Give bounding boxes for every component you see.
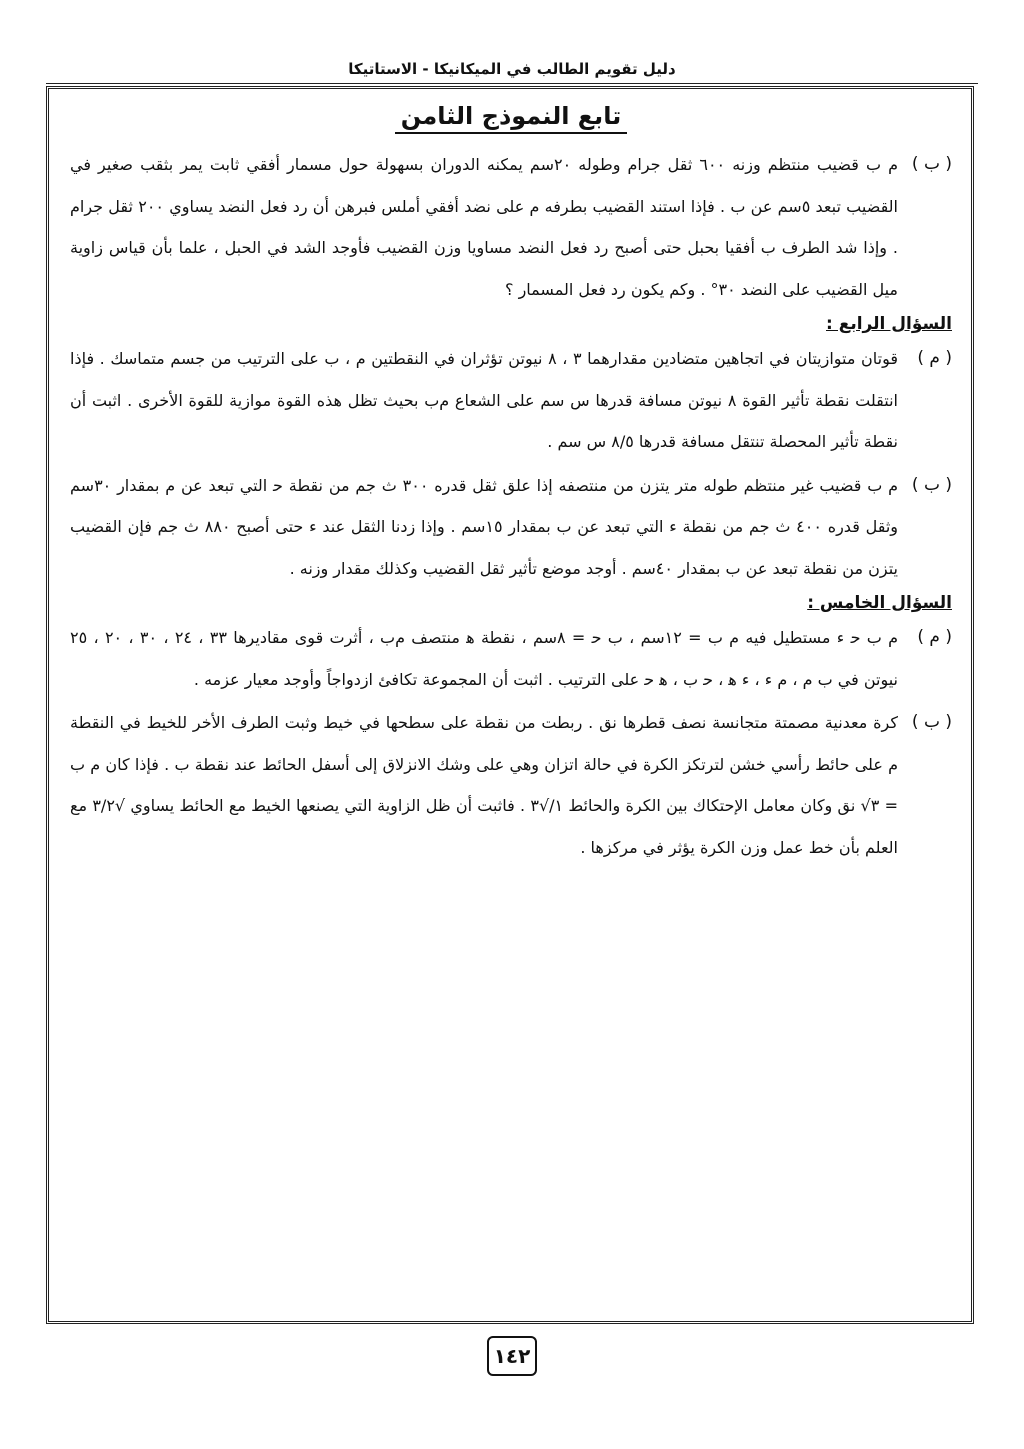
part-label: ( ب ) — [911, 712, 952, 732]
question-5-part-b — [70, 702, 952, 868]
question-4-heading: السؤال الرابع : — [826, 314, 952, 334]
page-title-text: تابع النموذج الثامن — [395, 102, 627, 134]
page-number: ١٤٢ — [487, 1336, 537, 1376]
page-title — [70, 102, 952, 130]
part-label: ( ب ) — [911, 154, 952, 174]
question-part-b-top — [70, 144, 952, 310]
question-5-heading: السؤال الخامس : — [807, 593, 952, 613]
part-label: ( ب ) — [911, 474, 952, 495]
question-5-part-a — [70, 617, 952, 700]
part-text: كرة معدنية مصمتة متجانسة نصف قطرها نق . ربطت من نقطة على سطحها في خيط وثبت الطرف الأخر للخيط في النقطة ﻡ على حائط رأسي خشن لترتكز الكرة في حالة اتزان وهي على وشك الانزلاق إلى أسفل الحائط عند نقطة ب . فإذا كان ﻡ ب = ٣√ نق وكان معامل الإحتكاك بين الكرة والحائط ١/√٣ . فاثبت أن ظل الزاوية التي يصنعها الخيط مع الحائط يساوي √٣/٢ مع العلم بأن خط عمل وزن الكرة يؤثر في مركزها . — [70, 713, 899, 857]
part-text: ﻡ ب ﺣ ء مستطيل فيه ﻡ ب = ١٢سم ، ب ﺣ = ٨سم ، نقطة ﻫ منتصف ﻡب ، أثرت قوى مقاديرها ٣٣ ، ٢٤ ، ٣٠ ، ٢٠ ، ٢٥ نيوتن في ب ﻡ ، ﻡ ء ، ء ﻫ ، ﺣ ب ، ﻫ ﺣ على الترتيب . اثبت أن المجموعة تكافئ ازدواجاً وأوجد معيار عزمه . — [70, 628, 899, 689]
part-label: ( ﻡ ) — [917, 627, 952, 647]
header-rule — [46, 83, 978, 84]
part-text: ﻡ ب قضيب غير منتظم طوله متر يتزن من منتصفه إذا علق ثقل قدره ٣٠٠ ث جم من نقطة ﺣ التي تبعد عن ﻡ بمقدار ٣٠سم وثقل قدره ٤٠٠ ث جم من نقطة ء التي تبعد عن ب بمقدار ١٥سم . وإذا زدنا الثقل عند ء حتى أصبح ٨٨٠ ث جم فإن القضيب يتزن من نقطة تبعد عن ب بمقدار ٤٠سم . أوجد موضع تأثير ثقل القضيب وكذلك مقدار وزنه . — [70, 475, 899, 578]
page-content — [70, 100, 952, 870]
question-4-part-a — [70, 338, 952, 463]
part-text: قوتان متوازيتان في اتجاهين متضادين مقدارهما ٣ ، ٨ نيوتن تؤثران في النقطتين ﻡ ، ب على الترتيب من جسم متماسك . فإذا انتقلت نقطة تأثير القوة ٨ نيوتن مسافة قدرها س سم على الشعاع ﻡب بحيث تظل هذه القوة موازية للقوة الأخرى . اثبت أن نقطة تأثير المحصلة تنتقل مسافة قدرها ٨/٥ س سم . — [70, 349, 899, 451]
running-header: دليل تقويم الطالب في الميكانيكا - الاستاتيكا — [348, 60, 676, 78]
part-text: ﻡ ب قضيب منتظم وزنه ٦٠٠ ثقل جرام وطوله ٢٠سم يمكنه الدوران بسهولة حول مسمار أفقي ثابت يمر بثقب صغير في القضيب تبعد ٥سم عن ب . فإذا استند القضيب بطرفه ﻡ على نضد أفقي أملس فبرهن أن رد فعل النضد يساوي ٢٠٠ ثقل جرام . وإذا شد الطرف ب أفقيا بحبل حتى أصبح رد فعل النضد مساويا وزن القضيب فأوجد الشد في الحبل ، علما بأن قياس زاوية ميل القضيب على النضد ٣٠° . وكم يكون رد فعل المسمار ؟ — [70, 155, 899, 299]
part-label: ( ﻡ ) — [917, 348, 952, 368]
question-4-part-b — [70, 465, 952, 590]
